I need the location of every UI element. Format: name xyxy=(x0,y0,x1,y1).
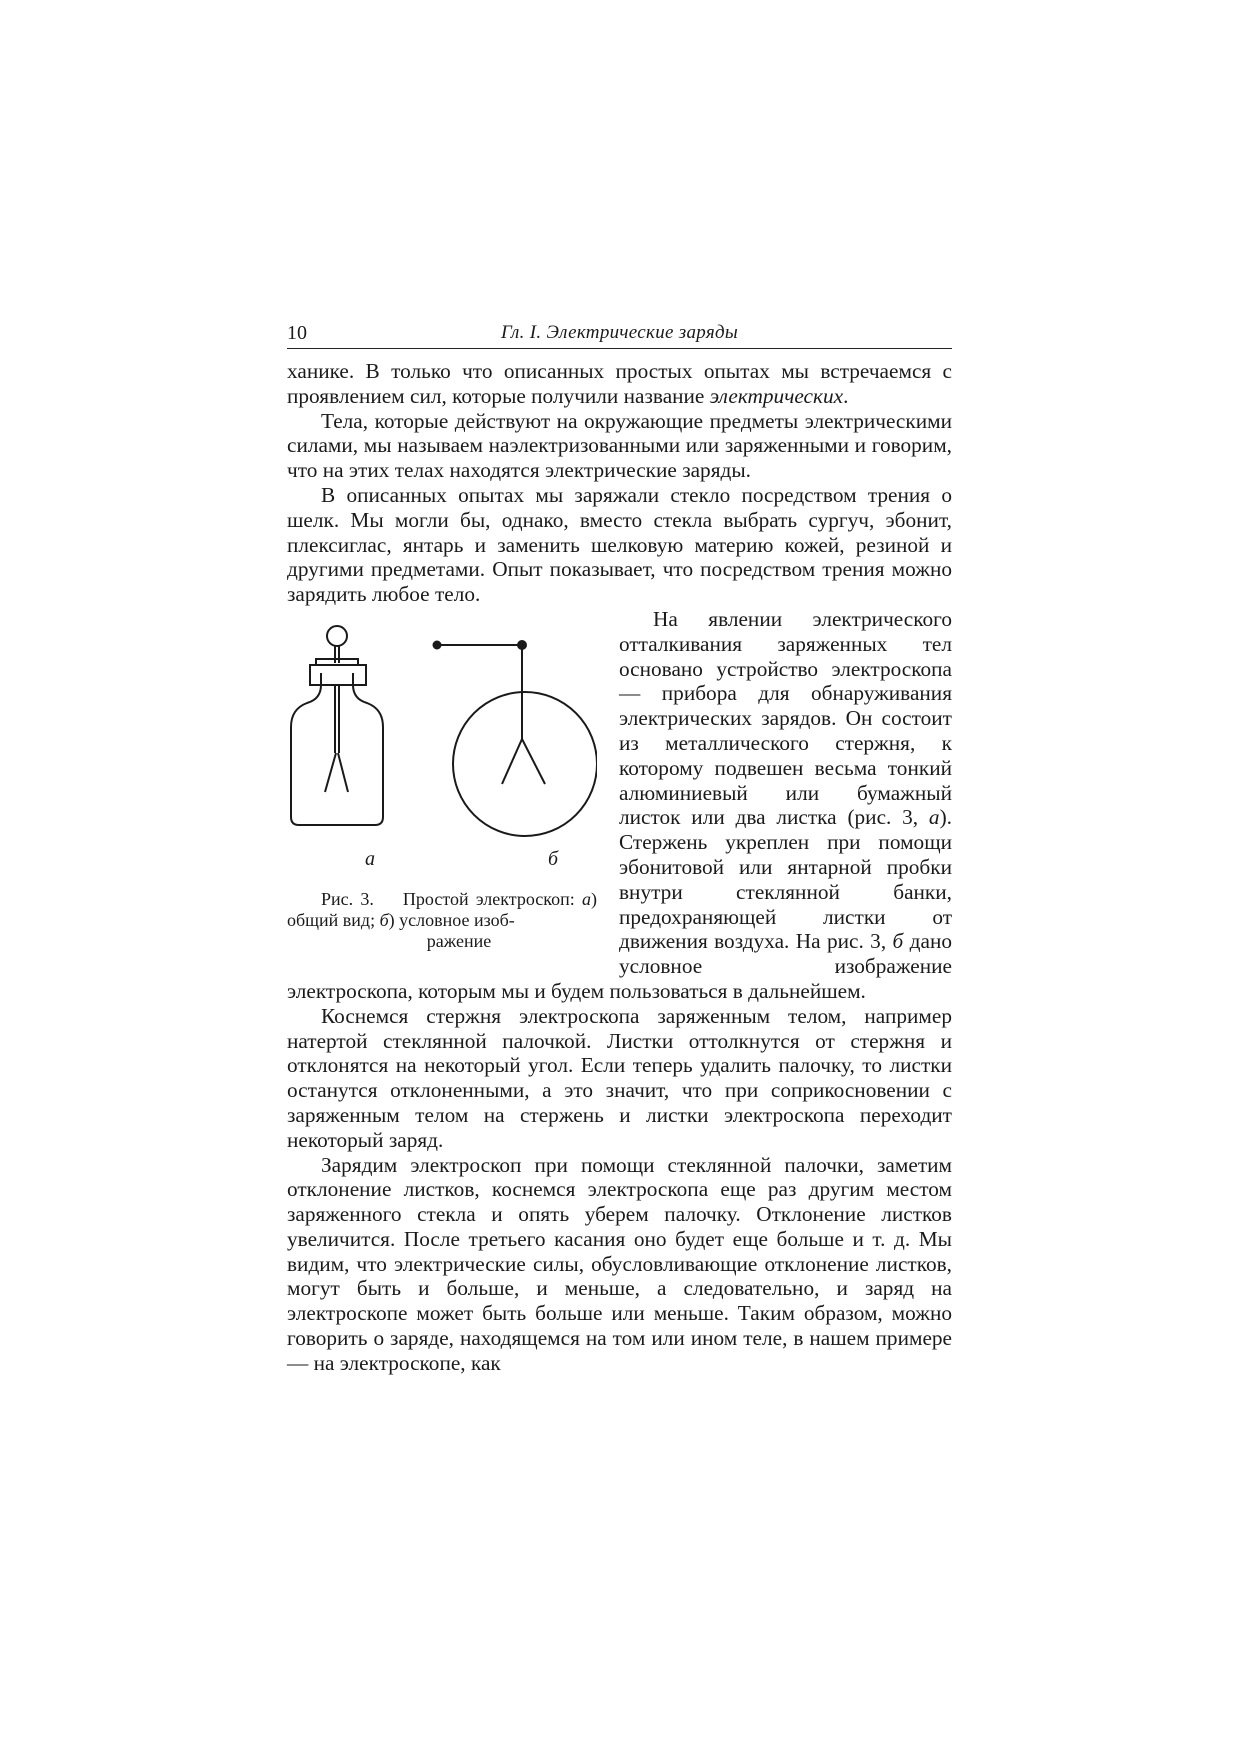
glass-jar xyxy=(291,673,383,825)
electroscope-schematic-view xyxy=(434,641,598,836)
leaf-right xyxy=(338,753,348,792)
running-title: Гл. I. Электрические заряды xyxy=(500,322,739,343)
paragraph-2: Тела, которые действуют на окружающие предметы электрическими силами, мы называем наэлектризованными или заряженными и говорим, что на этих телах находятся электрические заряды. xyxy=(287,408,952,483)
page xyxy=(287,318,952,1376)
electroscope-general-view xyxy=(291,626,383,825)
paragraph-6: Зарядим электроскоп при помощи стеклянной палочки, заметим отклонение листков, коснемся электроскопа еще раз другим местом заряженного стекла и опять уберем палочку. Отклонение листков увеличится. После третьего касания оно будет еще больше и т. д. Мы видим, что электрические силы, обусловливающие отклонение листков, могут быть и больше, и меньше, а следовательно, и заряд на электроскопе может быть больше или меньше. Таким образом, можно говорить о заряде, находящемся на том или ином теле, в нашем примере — на электроскопе, как xyxy=(287,1152,952,1375)
figure-caption: Рис. 3. Простой электроскоп: а) общий вид; б) условное изоб- ражение xyxy=(287,888,597,951)
figure-electroscope xyxy=(287,619,597,952)
page-number: 10 xyxy=(287,322,307,344)
schematic-circle xyxy=(453,692,597,836)
paragraph-4: а б Рис. 3. Простой электроскоп: а) общий вид; б) условное изоб- ражение На явлении электрического отталкивания заряженных тел основано устройство электроскопа — прибора для обнаруживания электрических зарядов. Он состоит из металлического стержня, к которому подвешен весьма тонкий алюминиевый или бумажный листок или два листка (рис. 3, а). Стержень укреплен при помощи эбонитовой или янтарной пробки внутри стеклянной банки, предохраняющей листки от движения воздуха. На рис. 3, б дано условное изображение электроскопа, которым мы и будем пользоваться в дальнейшем. xyxy=(287,606,952,1003)
paragraph-5: Коснемся стержня электроскопа заряженным телом, например натертой стеклянной палочкой. Листки оттолкнутся от стержня и отклонятся на некоторый угол. Если теперь удалить палочку, то листки останутся отклоненными, а это значит, что при соприкосновении с заряженным телом на стержень и листки электроскопа переходит некоторый заряд. xyxy=(287,1003,952,1152)
electroscope-illustration xyxy=(287,619,597,851)
body-text xyxy=(287,359,952,1376)
figure-label-b: б xyxy=(548,847,559,870)
schematic-leaf-right xyxy=(522,739,545,784)
figure-labels xyxy=(287,847,597,881)
figure-label-a: а xyxy=(365,847,375,870)
stopper xyxy=(310,665,366,685)
paragraph-3: В описанных опытах мы заряжали стекло посредством трения о шелк. Мы могли бы, однако, вместо стекла выбрать сургуч, эбонит, плексиглас, янтарь и заменить шелковую материю кожей, резиной и другими предметами. Опыт показывает, что посредством трения можно зарядить любое тело. xyxy=(287,482,952,607)
electroscope-ball xyxy=(327,626,347,646)
page-header xyxy=(287,318,952,349)
schematic-leaf-left xyxy=(502,739,522,784)
leaf-left xyxy=(325,753,336,792)
paragraph-1: ханике. В только что описанных простых опытах мы встречаемся с проявлением сил, которые получили название электрических. xyxy=(287,359,952,408)
